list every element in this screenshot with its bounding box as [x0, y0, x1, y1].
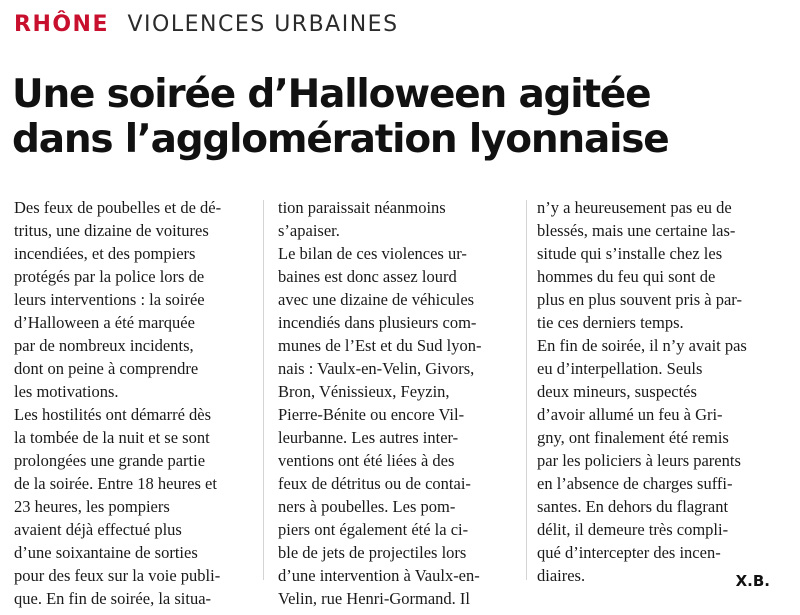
- region-label: RHÔNE: [14, 12, 109, 37]
- text-line: d’avoir allumé un feu à Gri-: [537, 405, 723, 424]
- headline-line: Une soirée d’Halloween agitée: [12, 72, 651, 117]
- text-line: hommes du feu qui sont de: [537, 267, 716, 286]
- text-line: feux de détritus ou de contai-: [278, 474, 471, 493]
- text-line: leurs interventions : la soirée: [14, 290, 205, 309]
- text-line: Le bilan de ces violences ur-: [278, 244, 467, 263]
- text-line: santes. En dehors du flagrant: [537, 497, 729, 516]
- text-line: avec une dizaine de véhicules: [278, 290, 475, 309]
- text-line: Pierre-Bénite ou encore Vil-: [278, 405, 465, 424]
- text-line: plus en plus souvent pris à par-: [537, 290, 742, 309]
- text-line: ventions ont été liées à des: [278, 451, 455, 470]
- text-line: blessés, mais une certaine las-: [537, 221, 736, 240]
- text-line: d’Halloween a été marquée: [14, 313, 195, 332]
- text-line: avaient déjà effectué plus: [14, 520, 182, 539]
- text-line: piers ont également été la ci-: [278, 520, 469, 539]
- text-line: prolongées une grande partie: [14, 451, 206, 470]
- text-line: de la soirée. Entre 18 heures et: [14, 474, 217, 493]
- text-line: pour des feux sur la voie publi-: [14, 566, 221, 585]
- text-line: Bron, Vénissieux, Feyzin,: [278, 382, 450, 401]
- text-line: diaires.: [537, 566, 586, 585]
- text-line: tritus, une dizaine de voitures: [14, 221, 209, 240]
- text-line: n’y a heureusement pas eu de: [537, 198, 732, 217]
- text-line: les motivations.: [14, 382, 119, 401]
- text-line: leurbanne. Les autres inter-: [278, 428, 459, 447]
- kicker: [14, 12, 399, 37]
- text-line: incendiés dans plusieurs com-: [278, 313, 477, 332]
- text-line: d’une soixantaine de sorties: [14, 543, 198, 562]
- text-line: protégés par la police lors de: [14, 267, 205, 286]
- text-line: deux mineurs, suspectés: [537, 382, 697, 401]
- text-line: d’une intervention à Vaulx-en-: [278, 566, 480, 585]
- headline: [12, 72, 792, 162]
- text-line: Velin, rue Henri-Gormand. Il: [278, 589, 470, 608]
- text-line: munes de l’Est et du Sud lyon-: [278, 336, 482, 355]
- article-column-1: [14, 196, 250, 610]
- text-line: baines est donc assez lourd: [278, 267, 457, 286]
- text-line: par les policiers à leurs parents: [537, 451, 741, 470]
- text-line: incendiées, et des pompiers: [14, 244, 196, 263]
- text-line: Des feux de poubelles et de dé-: [14, 198, 222, 217]
- headline-line: dans l’agglomération lyonnaise: [12, 117, 669, 162]
- topic-label: VIOLENCES URBAINES: [127, 12, 399, 37]
- text-line: ble de jets de projectiles lors: [278, 543, 467, 562]
- text-line: tion paraissait néanmoins: [278, 198, 446, 217]
- text-line: en l’absence de charges suffi-: [537, 474, 733, 493]
- column-divider: [526, 200, 527, 580]
- column-divider: [263, 200, 264, 580]
- text-line: la tombée de la nuit et se sont: [14, 428, 210, 447]
- text-line: que. En fin de soirée, la situa-: [14, 589, 212, 608]
- text-line: tie ces derniers temps.: [537, 313, 684, 332]
- article-column-3: [537, 196, 773, 587]
- article-column-2: [278, 196, 516, 610]
- text-line: En fin de soirée, il n’y avait pas: [537, 336, 747, 355]
- text-line: eu d’interpellation. Seuls: [537, 359, 703, 378]
- text-line: par de nombreux incidents,: [14, 336, 194, 355]
- text-line: nais : Vaulx-en-Velin, Givors,: [278, 359, 475, 378]
- text-line: qué d’intercepter des incen-: [537, 543, 721, 562]
- text-line: 23 heures, les pompiers: [14, 497, 170, 516]
- text-line: dont on peine à comprendre: [14, 359, 199, 378]
- text-line: délit, il demeure très compli-: [537, 520, 729, 539]
- text-line: s’apaiser.: [278, 221, 340, 240]
- text-line: gny, ont finalement été remis: [537, 428, 729, 447]
- text-line: Les hostilités ont démarré dès: [14, 405, 212, 424]
- text-line: ners à poubelles. Les pom-: [278, 497, 456, 516]
- text-line: situde qui s’installe chez les: [537, 244, 723, 263]
- author-signature: X.B.: [735, 572, 770, 590]
